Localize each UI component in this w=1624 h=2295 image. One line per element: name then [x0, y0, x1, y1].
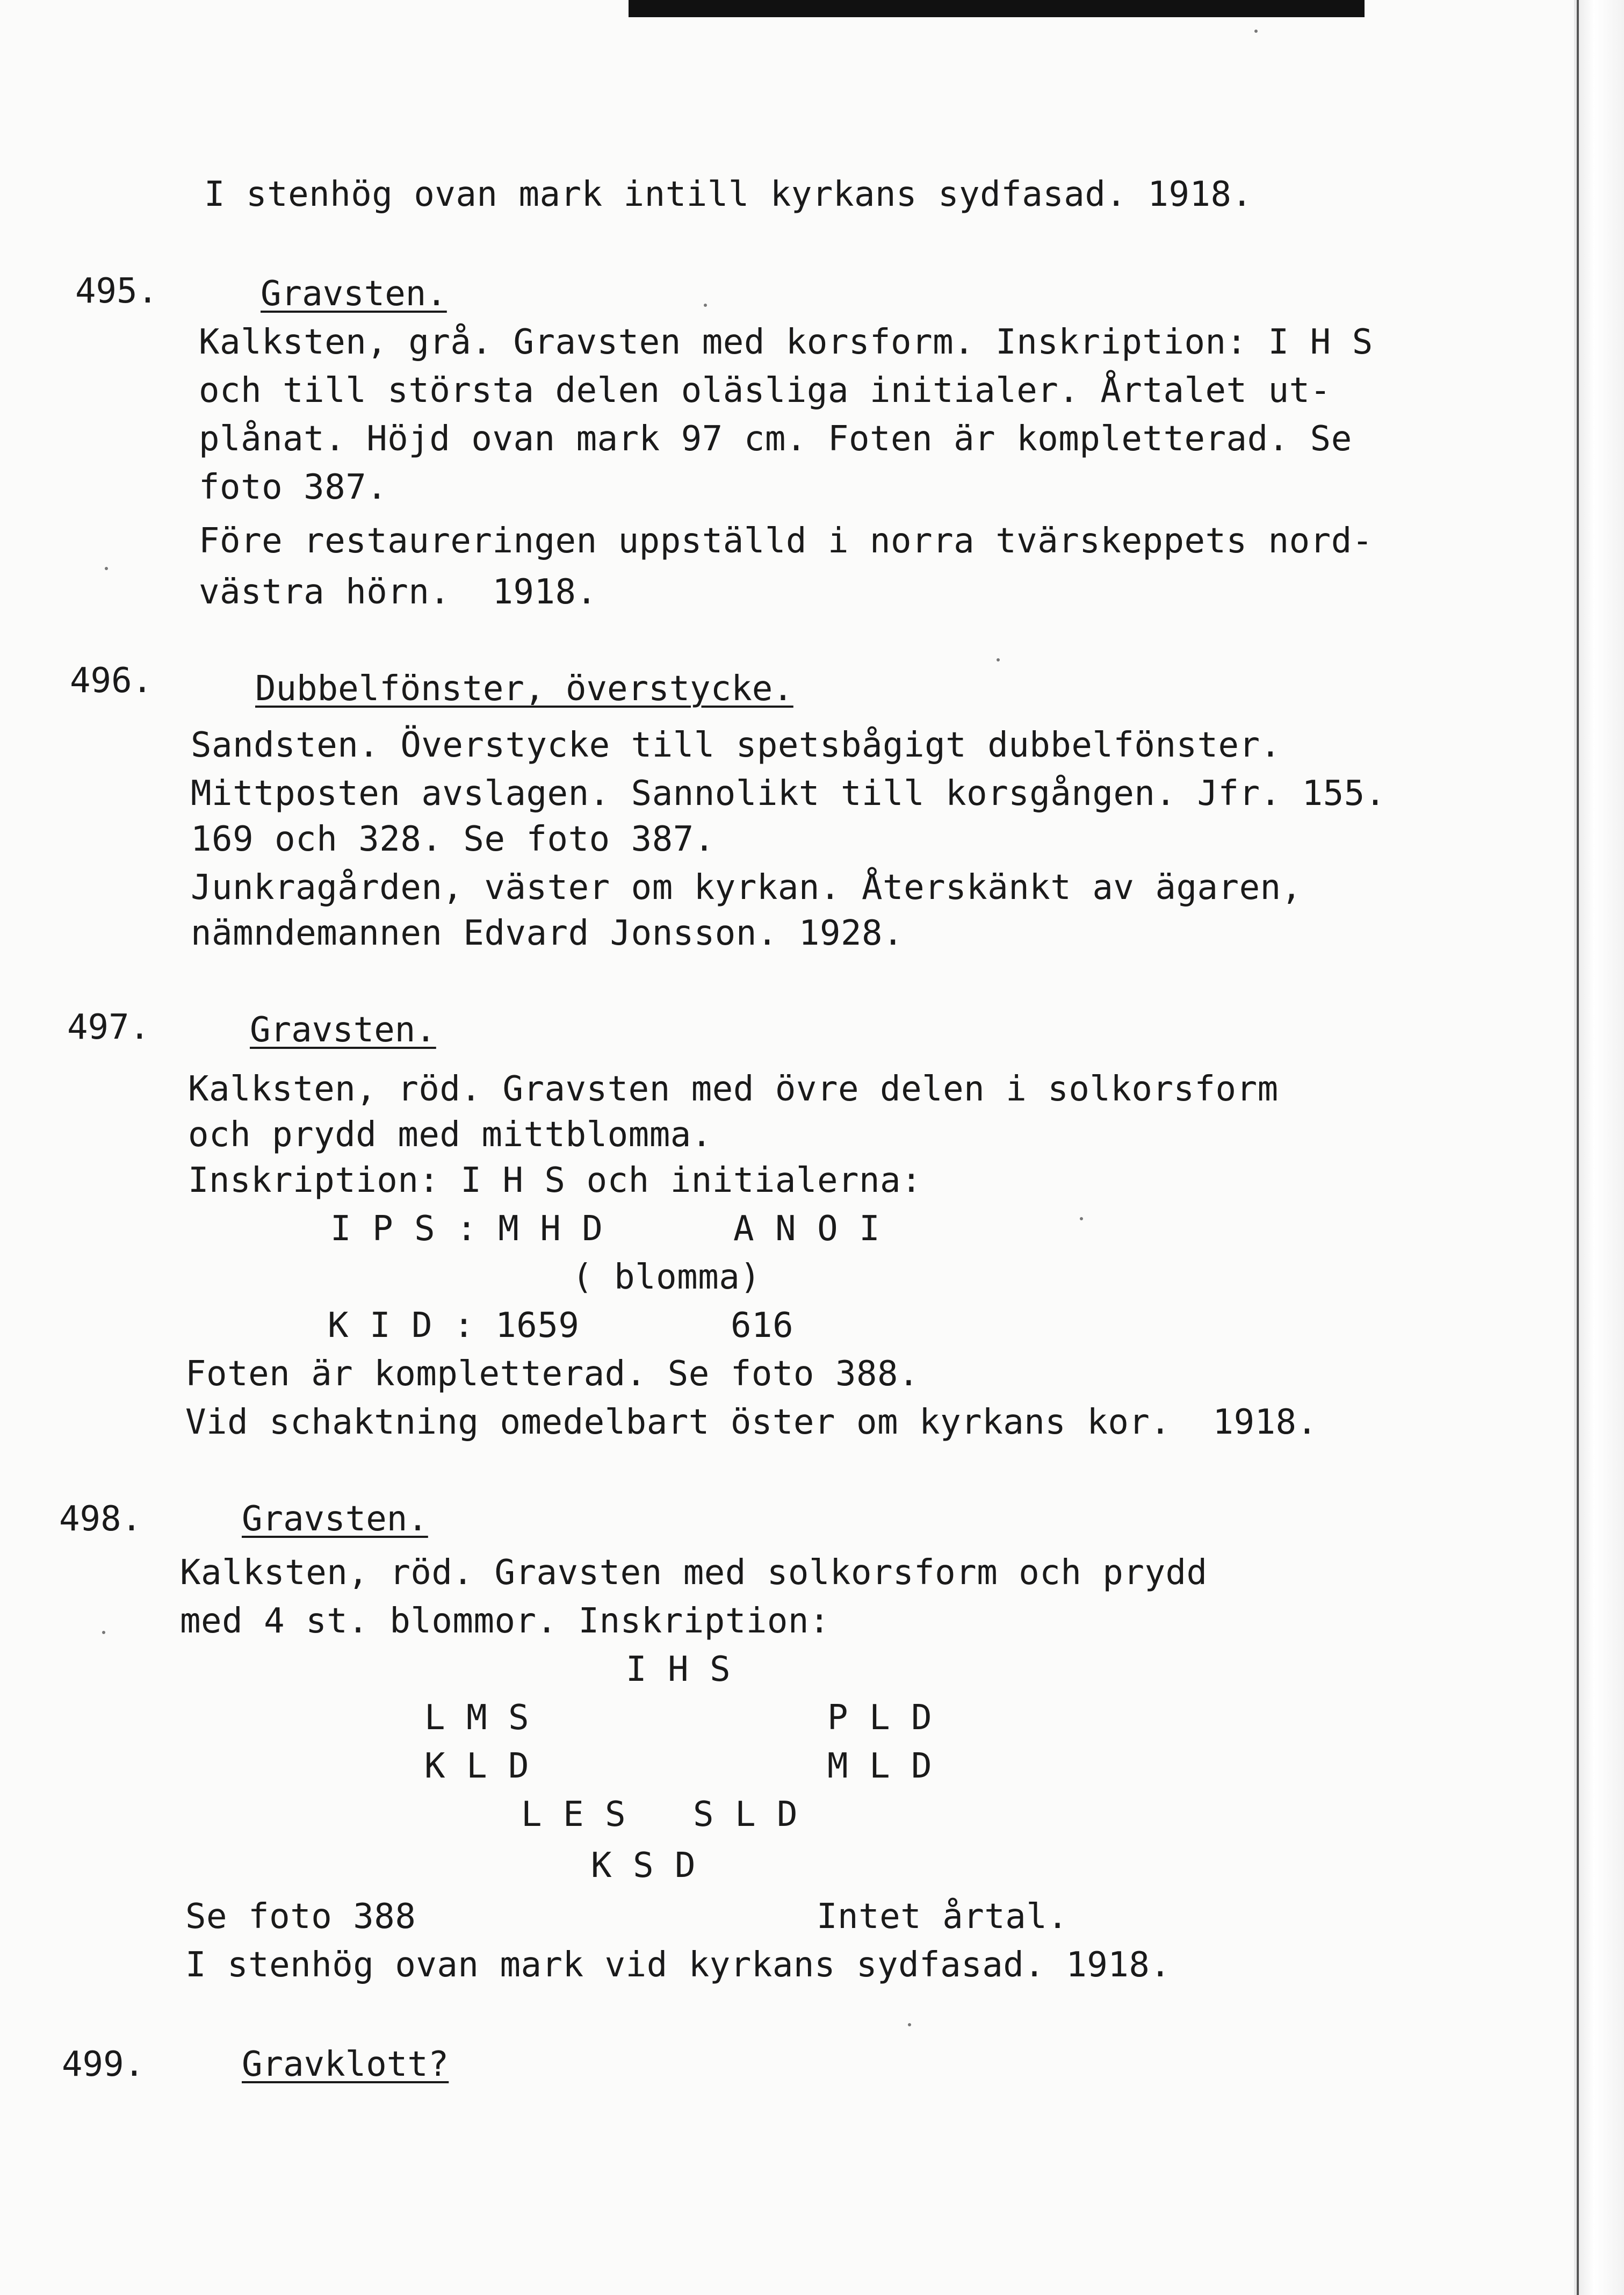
inscription-line: A N O I [733, 1209, 880, 1249]
inscription-line: ( blomma) [572, 1257, 761, 1297]
inscription-line: M L D [827, 1746, 933, 1786]
inscription-line: I P S : M H D [330, 1209, 603, 1249]
entry-text-line: Intet årtal. [817, 1897, 1069, 1937]
scan-speck [908, 2023, 911, 2026]
entry-text-line: Junkragården, väster om kyrkan. Återskänkt av ägaren, [191, 868, 1302, 908]
inscription-line: S L D [693, 1795, 798, 1834]
inscription-line: I H S [626, 1650, 731, 1689]
scan-right-margin [1574, 0, 1624, 2295]
inscription-line: P L D [827, 1698, 933, 1738]
entry-text-line: Kalksten, grå. Gravsten med korsform. Inskription: I H S [199, 322, 1373, 362]
entry-number: 496. [70, 661, 153, 701]
entry-text-line: foto 387. [199, 467, 388, 507]
entry-text-line: Före restaureringen uppställd i norra tvärskeppets nord- [199, 521, 1373, 561]
entry-text-line: Mittposten avslagen. Sannolikt till korsgången. Jfr. 155. [191, 774, 1386, 814]
entry-text-line: 169 och 328. Se foto 387. [191, 819, 715, 859]
inscription-line: K S D [591, 1846, 696, 1886]
entry-text-line: Sandsten. Överstycke till spetsbågigt dubbelfönster. [191, 725, 1281, 765]
entry-text-line: Inskription: I H S och initialerna: [188, 1161, 922, 1200]
inscription-line: K L D [424, 1746, 530, 1786]
entry-text-line: Vid schaktning omedelbart öster om kyrkans kor. 1918. [185, 1402, 1318, 1442]
scan-page-edge [1577, 0, 1579, 2295]
inscription-line: L M S [424, 1698, 530, 1738]
entry-title: Gravsten. [261, 274, 447, 314]
entry-number: 499. [62, 2045, 145, 2084]
scan-speck [997, 658, 1000, 661]
inscription-line: 616 [731, 1306, 794, 1346]
entry-text-line: och prydd med mittblomma. [188, 1115, 712, 1155]
scan-speck [105, 567, 108, 570]
scan-speck [102, 1631, 105, 1634]
entry-title: Gravsten. [250, 1010, 436, 1050]
entry-text-line: Kalksten, röd. Gravsten med övre delen i solkorsform [188, 1069, 1279, 1109]
entry-text-line: plånat. Höjd ovan mark 97 cm. Foten är kompletterad. Se [199, 419, 1352, 459]
entry-text-line: Kalksten, röd. Gravsten med solkorsform och prydd [180, 1553, 1208, 1593]
scan-speck [1254, 30, 1258, 33]
scan-speck [704, 304, 707, 307]
scan-speck [1080, 1217, 1083, 1220]
entry-text-line: med 4 st. blommor. Inskription: [180, 1601, 830, 1641]
entry-title: Gravklott? [242, 2045, 449, 2084]
entry-number: 498. [59, 1499, 142, 1539]
inscription-line: K I D : 1659 [328, 1306, 580, 1346]
entry-text-line: Se foto 388 [185, 1897, 416, 1937]
entry-number: 497. [67, 1008, 150, 1047]
entry-text-line: Foten är kompletterad. Se foto 388. [185, 1354, 920, 1394]
entry-text-line: nämndemannen Edvard Jonsson. 1928. [191, 913, 904, 953]
inscription-line: L E S [521, 1795, 626, 1834]
entry-number: 495. [75, 271, 158, 311]
entry-title: Dubbelfönster, överstycke. [255, 669, 793, 709]
header-line: I stenhög ovan mark intill kyrkans sydfasad. 1918. [204, 175, 1253, 214]
entry-text-line: I stenhög ovan mark vid kyrkans sydfasad. 1918. [185, 1945, 1171, 1985]
entry-title: Gravsten. [242, 1499, 428, 1539]
entry-text-line: västra hörn. 1918. [199, 572, 597, 612]
entry-text-line: och till största delen oläsliga initialer. Årtalet ut- [199, 371, 1331, 411]
scan-top-edge [629, 0, 1365, 17]
